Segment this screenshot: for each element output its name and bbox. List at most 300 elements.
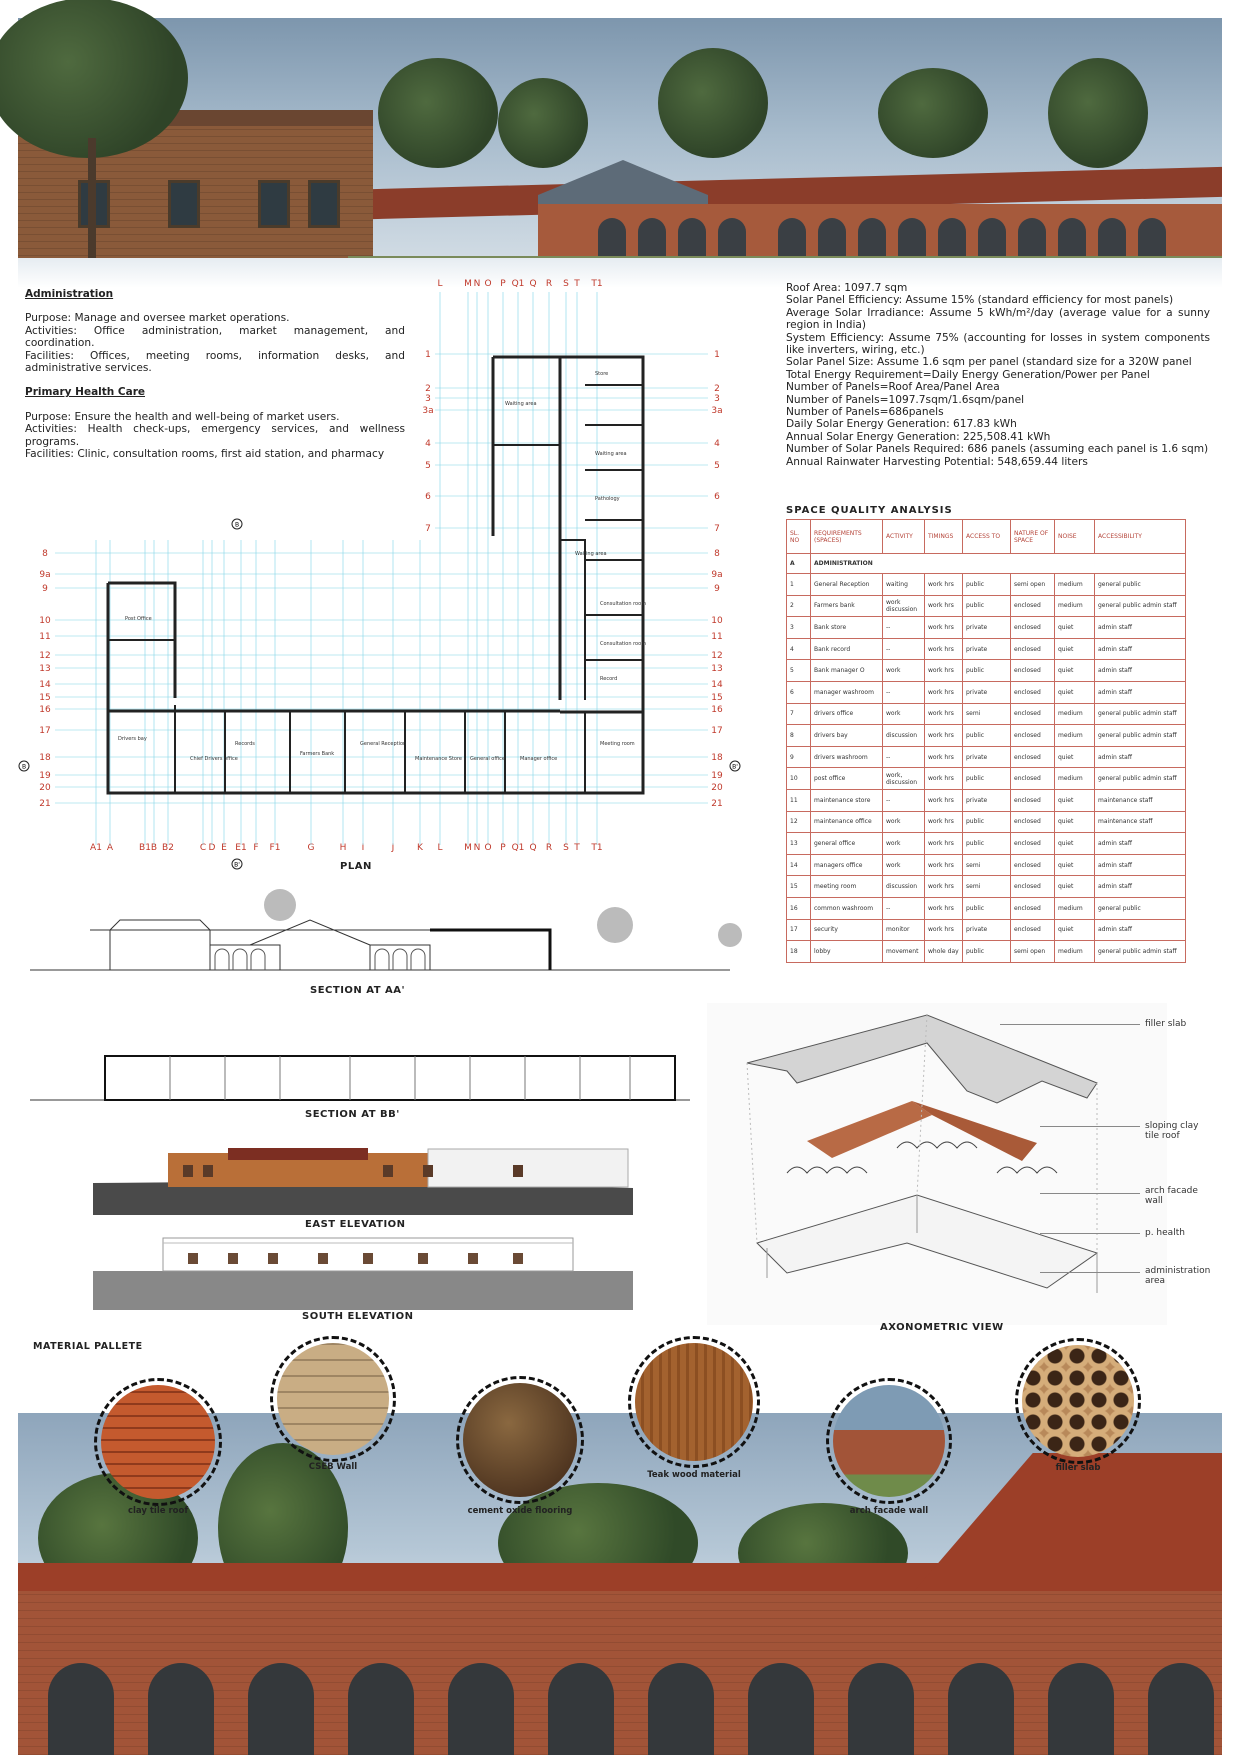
table-cell: 7 bbox=[787, 703, 811, 725]
grid-label: B bbox=[150, 843, 158, 853]
table-cell: -- bbox=[883, 789, 925, 811]
grid-label: Q bbox=[529, 843, 537, 853]
grid-label: 18 bbox=[39, 753, 51, 763]
axo-label-arch-facade: arch facade wall bbox=[1145, 1186, 1198, 1206]
grid-label: K bbox=[417, 843, 423, 853]
health-heading: Primary Health Care bbox=[25, 386, 146, 399]
grid-label: 16 bbox=[39, 705, 51, 715]
grid-label: 5 bbox=[714, 461, 720, 471]
table-cell: General Reception bbox=[811, 574, 883, 596]
table-group-row bbox=[787, 554, 1186, 574]
table-cell: enclosed bbox=[1011, 725, 1055, 747]
material-label: arch facade wall bbox=[849, 1506, 929, 1516]
table-row bbox=[787, 746, 1186, 768]
hero-arcade bbox=[538, 204, 1222, 260]
leader-line bbox=[1040, 1126, 1140, 1127]
table-cell: admin staff bbox=[1095, 919, 1186, 941]
table-cell: waiting bbox=[883, 574, 925, 596]
col-header: ACCESSIBILITY bbox=[1095, 520, 1186, 554]
grid-label: I bbox=[361, 843, 365, 853]
table-cell: quiet bbox=[1055, 789, 1095, 811]
solar-line: Annual Rainwater Harvesting Potential: 548,659.44 liters bbox=[786, 455, 1088, 468]
table-cell: -- bbox=[883, 617, 925, 639]
grid-label: 2 bbox=[714, 384, 720, 394]
table-cell: work hrs bbox=[925, 660, 963, 682]
table-cell: 10 bbox=[787, 768, 811, 790]
solar-line: Number of Panels=686panels bbox=[786, 406, 944, 419]
col-header: TIMINGS bbox=[925, 520, 963, 554]
table-cell: public bbox=[963, 768, 1011, 790]
material-label: cement oxide flooring bbox=[467, 1506, 573, 1516]
table-cell: quiet bbox=[1055, 876, 1095, 898]
grid-label: R bbox=[545, 843, 553, 853]
table-cell: security bbox=[811, 919, 883, 941]
solar-line: Number of Panels=1097.7sqm/1.6sqm/panel bbox=[786, 393, 1025, 406]
table-cell: 2 bbox=[787, 595, 811, 617]
table-cell: enclosed bbox=[1011, 811, 1055, 833]
grid-label: 10 bbox=[39, 616, 51, 626]
grid-label: P bbox=[500, 279, 506, 289]
table-cell: private bbox=[963, 789, 1011, 811]
table-cell: work hrs bbox=[925, 789, 963, 811]
table-cell: admin staff bbox=[1095, 746, 1186, 768]
grid-label: 19 bbox=[711, 771, 723, 781]
table-cell: drivers office bbox=[811, 703, 883, 725]
table-cell: private bbox=[963, 919, 1011, 941]
cseb-wall-texture bbox=[277, 1343, 389, 1455]
table-cell: movement bbox=[883, 941, 925, 963]
grid-label: 1 bbox=[425, 350, 431, 360]
table-cell: enclosed bbox=[1011, 876, 1055, 898]
table-row bbox=[787, 703, 1186, 725]
solar-line: Annual Solar Energy Generation: 225,508.41 kWh bbox=[786, 430, 1051, 443]
table-cell: lobby bbox=[811, 941, 883, 963]
svg-text:Record: Record bbox=[600, 676, 618, 682]
grid-label: 14 bbox=[711, 680, 723, 690]
solar-line: Solar Panel Size: Assume 1.6 sqm per panel (standard size for a 320W panel bbox=[786, 356, 1192, 369]
grid-label: E bbox=[221, 843, 227, 853]
table-cell: enclosed bbox=[1011, 681, 1055, 703]
table-cell: general public admin staff bbox=[1095, 595, 1186, 617]
table-cell: admin staff bbox=[1095, 854, 1186, 876]
solar-calculation bbox=[786, 282, 1210, 468]
table-row bbox=[787, 595, 1186, 617]
swatch-filler-slab bbox=[1015, 1338, 1141, 1464]
grid-label: E1 bbox=[235, 843, 247, 853]
table-cell: 14 bbox=[787, 854, 811, 876]
grid-label: 21 bbox=[39, 799, 51, 809]
table-cell: work hrs bbox=[925, 897, 963, 919]
grid-label: F1 bbox=[269, 843, 281, 853]
axonometric-caption: AXONOMETRIC VIEW bbox=[880, 1322, 1004, 1333]
col-header: NOISE bbox=[1055, 520, 1095, 554]
solar-line: Daily Solar Energy Generation: 617.83 kWh bbox=[786, 418, 1017, 431]
table-cell: Bank record bbox=[811, 638, 883, 660]
table-row bbox=[787, 617, 1186, 639]
axo-label-admin-area: administration area bbox=[1145, 1266, 1211, 1286]
table-cell: enclosed bbox=[1011, 789, 1055, 811]
table-cell: quiet bbox=[1055, 660, 1095, 682]
admin-purpose: Purpose: Manage and oversee market operations. bbox=[25, 312, 290, 325]
leader-line bbox=[1040, 1272, 1140, 1273]
grid-label: F bbox=[253, 843, 259, 853]
table-cell: drivers washroom bbox=[811, 746, 883, 768]
space-quality-table bbox=[786, 519, 1186, 963]
grid-label: 11 bbox=[711, 632, 723, 642]
group-label: ADMINISTRATION bbox=[811, 554, 1186, 574]
section-mark-label: B' bbox=[732, 763, 738, 771]
grid-label: N bbox=[473, 279, 481, 289]
solar-line: Number of Panels=Roof Area/Panel Area bbox=[786, 381, 1000, 394]
axo-label-roof: sloping clay tile roof bbox=[1145, 1121, 1199, 1141]
section-aa-drawing bbox=[30, 885, 730, 980]
grid-label: 21 bbox=[711, 799, 723, 809]
grid-label: 15 bbox=[711, 693, 723, 703]
grid-label: L bbox=[437, 843, 443, 853]
admin-activities: Activities: Office administration, market management, and coordination. bbox=[25, 324, 405, 350]
table-cell: general public bbox=[1095, 574, 1186, 596]
table-cell: work hrs bbox=[925, 681, 963, 703]
svg-text:Drivers bay: Drivers bay bbox=[118, 736, 147, 742]
solar-line: Roof Area: 1097.7 sqm bbox=[786, 282, 908, 294]
swatch-clay-tile bbox=[94, 1378, 222, 1506]
table-cell: work hrs bbox=[925, 854, 963, 876]
table-cell: manager washroom bbox=[811, 681, 883, 703]
table-cell: general public admin staff bbox=[1095, 703, 1186, 725]
table-cell: enclosed bbox=[1011, 833, 1055, 855]
table-cell: private bbox=[963, 746, 1011, 768]
grid-label: N bbox=[473, 843, 481, 853]
grid-label: O bbox=[484, 279, 492, 289]
table-cell: enclosed bbox=[1011, 897, 1055, 919]
table-cell: 8 bbox=[787, 725, 811, 747]
table-cell: public bbox=[963, 595, 1011, 617]
administration-heading: Administration bbox=[25, 288, 114, 300]
table-cell: semi bbox=[963, 854, 1011, 876]
grid-label: 11 bbox=[39, 632, 51, 642]
table-cell: public bbox=[963, 833, 1011, 855]
col-header: ACCESS TO bbox=[963, 520, 1011, 554]
table-cell: work hrs bbox=[925, 746, 963, 768]
svg-text:General office: General office bbox=[470, 756, 506, 762]
table-cell: enclosed bbox=[1011, 746, 1055, 768]
grid-label: T1 bbox=[591, 279, 603, 289]
table-cell: work hrs bbox=[925, 833, 963, 855]
grid-label: 15 bbox=[39, 693, 51, 703]
section-mark-label: B bbox=[21, 763, 27, 771]
table-cell: work hrs bbox=[925, 811, 963, 833]
table-cell: general public admin staff bbox=[1095, 725, 1186, 747]
grid-label: 4 bbox=[425, 439, 431, 449]
table-cell: Bank store bbox=[811, 617, 883, 639]
cement-oxide-texture bbox=[463, 1383, 577, 1497]
table-cell: public bbox=[963, 660, 1011, 682]
table-cell: quiet bbox=[1055, 617, 1095, 639]
table-cell: enclosed bbox=[1011, 919, 1055, 941]
col-header: SL. NO bbox=[787, 520, 811, 554]
grid-label: D bbox=[208, 843, 216, 853]
section-mark-label: B bbox=[234, 521, 240, 529]
east-elevation-caption: EAST ELEVATION bbox=[305, 1219, 406, 1230]
table-cell: general public admin staff bbox=[1095, 941, 1186, 963]
table-cell: -- bbox=[883, 746, 925, 768]
table-row bbox=[787, 854, 1186, 876]
table-cell: private bbox=[963, 638, 1011, 660]
svg-text:Consultation room: Consultation room bbox=[600, 601, 647, 607]
table-cell: work hrs bbox=[925, 725, 963, 747]
table-cell: admin staff bbox=[1095, 876, 1186, 898]
table-cell: semi open bbox=[1011, 574, 1055, 596]
table-cell: work hrs bbox=[925, 617, 963, 639]
table-cell: 16 bbox=[787, 897, 811, 919]
table-cell: work hrs bbox=[925, 574, 963, 596]
grid-label: 3 bbox=[425, 394, 431, 404]
svg-text:Consultation room: Consultation room bbox=[600, 641, 647, 647]
table-cell: 11 bbox=[787, 789, 811, 811]
table-cell: meeting room bbox=[811, 876, 883, 898]
table-row bbox=[787, 897, 1186, 919]
teak-wood-texture bbox=[635, 1343, 753, 1461]
grid-label: O bbox=[484, 843, 492, 853]
table-cell: medium bbox=[1055, 941, 1095, 963]
table-cell: quiet bbox=[1055, 638, 1095, 660]
table-cell: monitor bbox=[883, 919, 925, 941]
section-aa-caption: SECTION AT AA' bbox=[310, 985, 406, 996]
grid-label: 5 bbox=[425, 461, 431, 471]
grid-label: 12 bbox=[711, 651, 723, 661]
table-cell: work bbox=[883, 833, 925, 855]
grid-label: B1 bbox=[139, 843, 151, 853]
grid-label: 16 bbox=[711, 705, 723, 715]
east-elevation-drawing bbox=[93, 1143, 633, 1215]
table-row bbox=[787, 941, 1186, 963]
table-cell: quiet bbox=[1055, 811, 1095, 833]
svg-text:General Reception: General Reception bbox=[360, 741, 407, 747]
axonometric-view bbox=[707, 1003, 1167, 1325]
health-activities: Activities: Health check-ups, emergency services, and wellness programs. bbox=[25, 423, 405, 448]
table-cell: -- bbox=[883, 681, 925, 703]
material-pallete-title: MATERIAL PALLETE bbox=[33, 1341, 143, 1352]
axo-label-p-health: p. health bbox=[1145, 1228, 1185, 1238]
table-cell: 3 bbox=[787, 617, 811, 639]
grid-label: L bbox=[437, 279, 443, 289]
material-label: clay tile roof bbox=[127, 1506, 189, 1516]
grid-label: 7 bbox=[714, 524, 720, 534]
svg-text:Pathology: Pathology bbox=[595, 496, 620, 502]
swatch-arch-facade bbox=[826, 1378, 952, 1504]
bottom-arcade-wall bbox=[18, 1591, 1222, 1755]
section-bb-drawing bbox=[30, 1040, 690, 1110]
grid-label: 3 bbox=[714, 394, 720, 404]
grid-label: B2 bbox=[162, 843, 174, 853]
table-cell: discussion bbox=[883, 876, 925, 898]
table-cell: maintenance staff bbox=[1095, 789, 1186, 811]
svg-text:Store: Store bbox=[595, 371, 609, 377]
section-mark-label: B' bbox=[234, 861, 240, 869]
table-row bbox=[787, 811, 1186, 833]
grid-label: M bbox=[464, 279, 472, 289]
table-cell: 6 bbox=[787, 681, 811, 703]
space-quality-title: SPACE QUALITY ANALYSIS bbox=[786, 505, 953, 516]
svg-text:Waiting area: Waiting area bbox=[595, 451, 627, 457]
grid-label: 2 bbox=[425, 384, 431, 394]
table-cell: work hrs bbox=[925, 919, 963, 941]
table-row bbox=[787, 876, 1186, 898]
table-cell: work hrs bbox=[925, 876, 963, 898]
table-cell: work hrs bbox=[925, 595, 963, 617]
grid-label: 6 bbox=[425, 492, 431, 502]
table-cell: medium bbox=[1055, 574, 1095, 596]
table-cell: medium bbox=[1055, 703, 1095, 725]
table-row bbox=[787, 833, 1186, 855]
health-facilities: Facilities: Clinic, consultation rooms, first aid station, and pharmacy bbox=[25, 448, 385, 461]
table-row bbox=[787, 574, 1186, 596]
svg-text:Records: Records bbox=[235, 741, 255, 747]
table-cell: semi open bbox=[1011, 941, 1055, 963]
table-cell: private bbox=[963, 617, 1011, 639]
table-cell: quiet bbox=[1055, 746, 1095, 768]
svg-text:Chief Drivers office: Chief Drivers office bbox=[190, 756, 238, 762]
table-row bbox=[787, 638, 1186, 660]
south-elevation-caption: SOUTH ELEVATION bbox=[302, 1311, 414, 1322]
grid-label: R bbox=[545, 279, 553, 289]
col-header: NATURE OF SPACE bbox=[1011, 520, 1055, 554]
grid-label: 10 bbox=[711, 616, 723, 626]
table-cell: public bbox=[963, 725, 1011, 747]
grid-label: H bbox=[339, 843, 347, 853]
grid-label: 1 bbox=[714, 350, 720, 360]
grid-label: 6 bbox=[714, 492, 720, 502]
material-label: CSEB Wall bbox=[308, 1462, 358, 1472]
grid-label: 3a bbox=[422, 406, 434, 416]
table-cell: public bbox=[963, 574, 1011, 596]
svg-text:Waiting area: Waiting area bbox=[575, 551, 607, 557]
solar-line: Solar Panel Efficiency: Assume 15% (standard efficiency for most panels) bbox=[786, 294, 1174, 307]
plan-title: PLAN bbox=[340, 861, 372, 872]
table-cell: admin staff bbox=[1095, 681, 1186, 703]
material-label: Teak wood material bbox=[647, 1470, 741, 1480]
grid-label: 17 bbox=[39, 726, 51, 736]
grid-label: 3a bbox=[711, 406, 723, 416]
table-header-row bbox=[787, 520, 1186, 554]
table-row bbox=[787, 725, 1186, 747]
grid-label: G bbox=[307, 843, 315, 853]
admin-facilities: Facilities: Offices, meeting rooms, information desks, and administrative services. bbox=[25, 349, 405, 375]
table-cell: work hrs bbox=[925, 768, 963, 790]
table-cell: 13 bbox=[787, 833, 811, 855]
grid-label: 9 bbox=[714, 584, 720, 594]
table-cell: work bbox=[883, 854, 925, 876]
table-cell: -- bbox=[883, 638, 925, 660]
table-cell: admin staff bbox=[1095, 617, 1186, 639]
solar-line: Total Energy Requirement=Daily Energy Generation/Power per Panel bbox=[786, 368, 1150, 381]
table-cell: maintenance office bbox=[811, 811, 883, 833]
table-cell: public bbox=[963, 897, 1011, 919]
grid-label: S bbox=[563, 843, 569, 853]
leader-line bbox=[1000, 1024, 1140, 1025]
table-cell: 4 bbox=[787, 638, 811, 660]
table-row bbox=[787, 789, 1186, 811]
col-header: REQUIREMENTS (SPACES) bbox=[811, 520, 883, 554]
table-cell: work discussion bbox=[883, 595, 925, 617]
filler-slab-texture bbox=[1022, 1345, 1134, 1457]
table-cell: enclosed bbox=[1011, 660, 1055, 682]
grid-label: 9 bbox=[42, 584, 48, 594]
svg-text:Manager office: Manager office bbox=[520, 756, 558, 762]
table-cell: common washroom bbox=[811, 897, 883, 919]
table-cell: maintenance store bbox=[811, 789, 883, 811]
table-cell: general public admin staff bbox=[1095, 768, 1186, 790]
solar-line: System Efficiency: Assume 75% (accounting for losses in system components like inverters, wiring, etc.) bbox=[786, 331, 1210, 357]
grid-label: 8 bbox=[714, 549, 720, 559]
table-cell: 5 bbox=[787, 660, 811, 682]
table-row bbox=[787, 919, 1186, 941]
grid-label: 9a bbox=[39, 570, 51, 580]
table-cell: medium bbox=[1055, 595, 1095, 617]
section-bb-caption: SECTION AT BB' bbox=[305, 1109, 400, 1120]
grid-label: 12 bbox=[39, 651, 51, 661]
table-row bbox=[787, 768, 1186, 790]
svg-text:Farmers Bank: Farmers Bank bbox=[300, 751, 335, 757]
table-cell: quiet bbox=[1055, 919, 1095, 941]
table-row bbox=[787, 681, 1186, 703]
table-cell: Farmers bank bbox=[811, 595, 883, 617]
table-cell: admin staff bbox=[1095, 833, 1186, 855]
table-cell: semi bbox=[963, 876, 1011, 898]
swatch-cement-oxide bbox=[456, 1376, 584, 1504]
table-cell: enclosed bbox=[1011, 638, 1055, 660]
plan-grid-lines bbox=[19, 279, 740, 869]
swatch-cseb-wall bbox=[270, 1336, 396, 1462]
table-cell: work bbox=[883, 660, 925, 682]
grid-label: J bbox=[391, 843, 395, 853]
table-cell: work bbox=[883, 703, 925, 725]
axo-label-filler-slab: filler slab bbox=[1145, 1019, 1187, 1029]
group-no: A bbox=[787, 554, 811, 574]
grid-label: Q1 bbox=[511, 843, 525, 853]
table-cell: -- bbox=[883, 897, 925, 919]
table-cell: 18 bbox=[787, 941, 811, 963]
clay-tile-texture bbox=[101, 1385, 215, 1499]
table-cell: work hrs bbox=[925, 638, 963, 660]
grid-label: 9a bbox=[711, 570, 723, 580]
table-cell: enclosed bbox=[1011, 703, 1055, 725]
table-cell: quiet bbox=[1055, 833, 1095, 855]
svg-text:Maintenance Store: Maintenance Store bbox=[415, 756, 463, 762]
table-cell: enclosed bbox=[1011, 768, 1055, 790]
leader-line bbox=[1040, 1193, 1140, 1194]
solar-line: Number of Solar Panels Required: 686 panels (assuming each panel is 1.6 sqm) bbox=[786, 443, 1209, 456]
grid-label: 14 bbox=[39, 680, 51, 690]
table-cell: general public bbox=[1095, 897, 1186, 919]
table-cell: medium bbox=[1055, 897, 1095, 919]
grid-label: T1 bbox=[591, 843, 603, 853]
table-cell: 12 bbox=[787, 811, 811, 833]
table-cell: drivers bay bbox=[811, 725, 883, 747]
table-row bbox=[787, 660, 1186, 682]
table-cell: admin staff bbox=[1095, 638, 1186, 660]
table-cell: public bbox=[963, 941, 1011, 963]
grid-label: 20 bbox=[711, 783, 723, 793]
svg-text:Post Office: Post Office bbox=[125, 616, 152, 622]
material-label: filler slab bbox=[1055, 1463, 1101, 1473]
leader-line bbox=[1040, 1233, 1140, 1234]
solar-line: Average Solar Irradiance: Assume 5 kWh/m²/day (average value for a sunny region in India) bbox=[786, 306, 1210, 332]
table-cell: maintenance staff bbox=[1095, 811, 1186, 833]
grid-label: A bbox=[106, 843, 114, 853]
grid-label: P bbox=[500, 843, 506, 853]
table-cell: general office bbox=[811, 833, 883, 855]
